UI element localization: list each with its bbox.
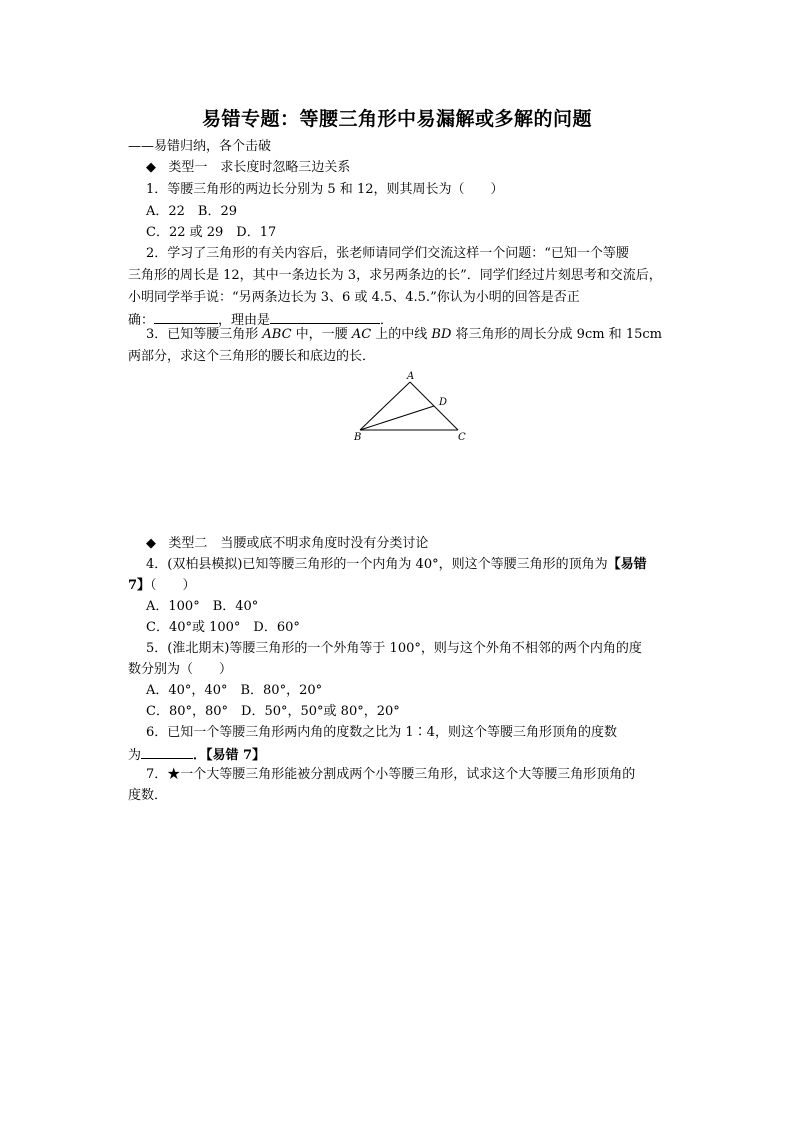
- answer-paren: （ ）: [150, 578, 196, 593]
- question-4-options-ab: A．100° B．40°: [146, 599, 259, 614]
- question-2-text-a: 确：: [128, 313, 155, 328]
- answer-blank-2[interactable]: [270, 311, 380, 324]
- diamond-bullet-icon: ◆: [146, 536, 156, 551]
- question-3-line-2: 两部分，求这个三角形的腰长和底边的长．: [128, 349, 376, 364]
- question-5-options-cd: C．80°，80° D．50°，50°或 80°，20°: [146, 704, 400, 719]
- page-title: 易错专题：等腰三角形中易漏解或多解的问题: [201, 108, 592, 130]
- section-label: 类型二 当腰或底不明求角度时没有分类讨论: [168, 536, 429, 551]
- section-label: 类型一 求长度时忽略三边关系: [168, 160, 351, 175]
- side-name: AC: [351, 327, 372, 342]
- answer-blank-3[interactable]: [141, 746, 193, 759]
- median-bd: [360, 406, 434, 430]
- section-heading-type1: [146, 160, 706, 176]
- side-ab: [360, 382, 410, 430]
- vertex-label-c: C: [458, 432, 466, 442]
- question-4-text: 4．(双柏县模拟)已知等腰三角形的一个内角为 40°，则这个等腰三角形的顶角为: [146, 557, 608, 572]
- question-3-text: 3．已知等腰三角形: [146, 327, 263, 342]
- question-1-options-cd: C．22 或 29 D．17: [146, 225, 277, 240]
- question-2-line-3: 小明同学举手说：“另两条边长为 3、6 或 4.5、4.5.”你认为小明的回答是否正: [128, 290, 580, 305]
- diamond-bullet-icon: ◆: [146, 160, 156, 175]
- question-5-options-ab: A．40°，40° B．80°，20°: [146, 683, 323, 698]
- question-7-line-1: 7．★一个大等腰三角形能被分割成两个小等腰三角形，试求这个大等腰三角形顶角的: [146, 767, 636, 782]
- error-tag: 【易错: [607, 557, 647, 572]
- vertex-label-a: A: [407, 371, 415, 382]
- question-5-line-1: 5．(淮北期末)等腰三角形的一个外角等于 100°，则与这个外角不相邻的两个内角的度: [146, 641, 642, 656]
- question-5-line-2: 数分别为（ ）: [128, 662, 233, 677]
- question-2-text-c: ．: [380, 313, 394, 328]
- vertex-label-b: B: [354, 432, 362, 442]
- question-6-text: 为: [128, 748, 142, 763]
- question-4-line-2: [128, 578, 688, 594]
- triangle-figure: [350, 370, 470, 442]
- question-3-line-1: [146, 327, 706, 343]
- question-3-text: 上的中线: [371, 327, 432, 342]
- question-3-text: 将三角形的周长分成 9cm 和 15cm: [451, 327, 662, 342]
- error-tag: 7】: [128, 578, 151, 593]
- question-2-line-2: 三角形的周长是 12，其中一条边长为 3，求另两条边的长”．同学们经过片刻思考和交流后，: [128, 268, 662, 283]
- subtitle: ——易错归纳，各个击破: [128, 139, 272, 154]
- question-1-stem: 1．等腰三角形的两边长分别为 5 和 12，则其周长为（ ）: [146, 182, 504, 197]
- question-4-line-1: [146, 557, 706, 573]
- question-7-line-2: 度数．: [128, 788, 168, 803]
- section-heading-type2: [146, 536, 706, 552]
- question-6-line-1: 6．已知一个等腰三角形两内角的度数之比为 1∶4，则这个等腰三角形顶角的度数: [146, 725, 617, 740]
- error-tag: ．【易错 7】: [193, 748, 266, 763]
- point-label-d: D: [439, 397, 448, 408]
- median-name: BD: [431, 327, 452, 342]
- question-4-options-cd: C．40°或 100° D．60°: [146, 620, 300, 635]
- question-2-text-b: ，理由是: [218, 313, 271, 328]
- question-2-line-1: 2．学习了三角形的有关内容后，张老师请同学们交流这样一个问题：“已知一个等腰: [146, 246, 629, 261]
- question-3-text: 中，一腰: [291, 327, 352, 342]
- question-1-options-ab: A．22 B．29: [146, 204, 238, 219]
- triangle-name: ABC: [262, 327, 292, 342]
- answer-blank-1[interactable]: [154, 311, 218, 324]
- question-6-line-2: [128, 746, 688, 764]
